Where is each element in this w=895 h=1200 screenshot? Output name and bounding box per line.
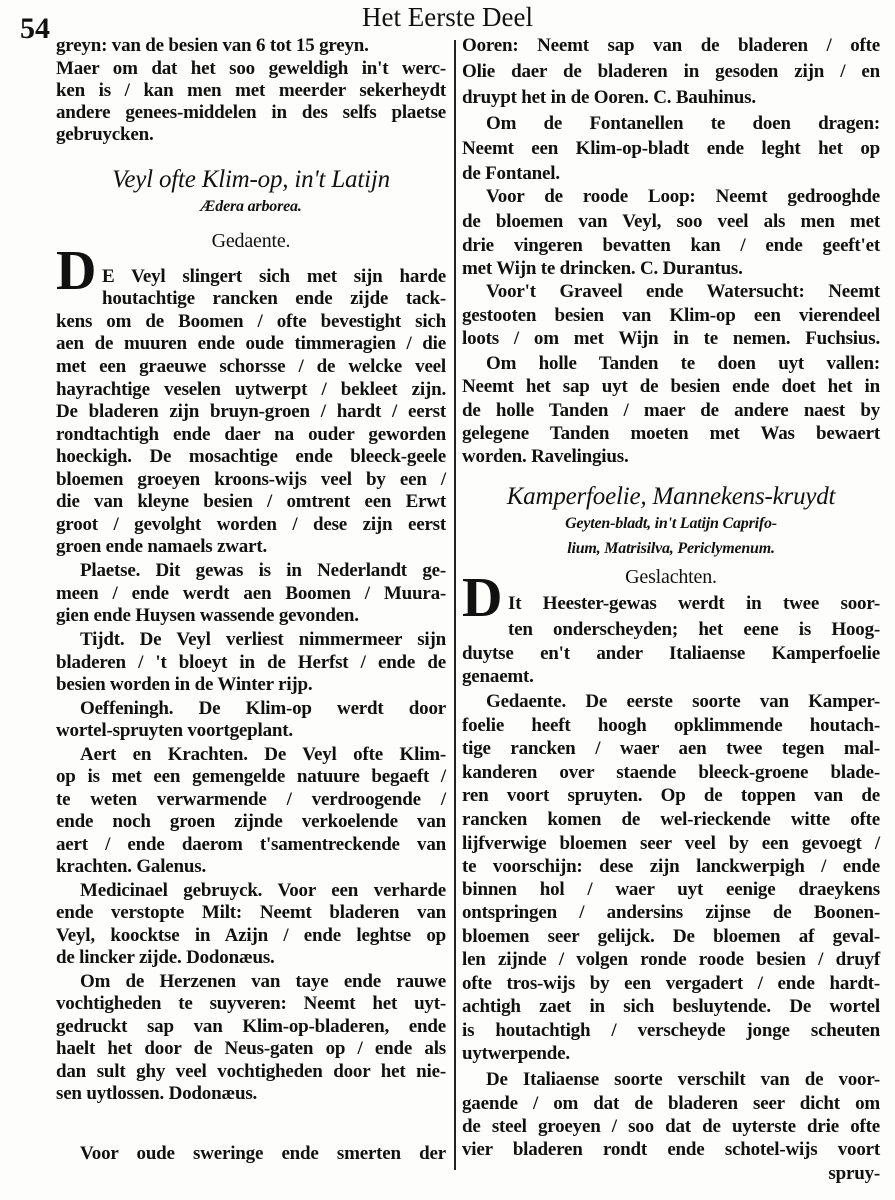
- text-line: ken is / kan men met meerder sekerheydt: [56, 80, 446, 101]
- text-line: Neemt het sap uyt de besien ende doet het in: [462, 376, 880, 397]
- paragraph-start-line: Gedaente. De eerste soorte van Kamper-: [486, 691, 880, 712]
- text-line: gaende / om dat de bladeren seer dicht om: [462, 1093, 880, 1114]
- text-line: ende verstopte Milt: Neemt bladeren van: [56, 902, 446, 923]
- text-line: gestooten besien van Klim-op een vierendeel: [462, 305, 880, 326]
- paragraph-start-line: Medicinael gebruyck. Voor een verharde: [80, 880, 446, 901]
- text-line: druypt het in de Ooren. C. Bauhinus.: [462, 87, 756, 108]
- text-line: Veyl, koocktse in Azijn / ende leghtse op: [56, 925, 446, 946]
- drop-cap: D: [462, 567, 503, 629]
- text-line: houtachtige rancken ende zijde tack-: [102, 288, 446, 309]
- paragraph-start-line: Voor oude sweringe ende smerten der: [80, 1143, 446, 1164]
- text-line: greyn: van de besien van 6 tot 15 greyn.: [56, 35, 369, 56]
- text-line: ren voort spruyten. Op de toppen van de: [462, 785, 880, 806]
- paragraph-start-line: Om holle Tanden te doen uyt vallen:: [486, 353, 880, 374]
- entry-subtitle: Ædera arborea.: [200, 198, 302, 215]
- text-line: Ooren: Neemt sap van de bladeren / ofte: [462, 35, 880, 56]
- text-line: de holle Tanden / maer de andere naest by: [462, 400, 880, 421]
- text-line: achtigh zaet in sich besluytende. De wortel: [462, 996, 880, 1017]
- text-line: met een graeuwe schorsse / de welcke veel: [56, 356, 446, 377]
- drop-cap: D: [56, 240, 97, 302]
- entry-subtitle: lium, Matrisilva, Periclymenum.: [567, 540, 775, 557]
- text-line: dan sult ghy veel vochtigheden door het nie-: [56, 1061, 446, 1082]
- text-line: tige rancken / waer aen twee tegen mal-: [462, 738, 880, 759]
- text-line: Maer om dat het soo geweldigh in't werc-: [56, 58, 446, 79]
- text-line: de Fontanel.: [462, 163, 560, 184]
- text-line: lijfverwige bloemen seer veel by een gevoegt /: [462, 833, 880, 854]
- text-line: de lincker zijde. Dodonæus.: [56, 947, 275, 968]
- text-line: gedruckt sap van Klim-op-bladeren, ende: [56, 1016, 446, 1037]
- text-line: krachten. Galenus.: [56, 856, 206, 877]
- text-line: ende noch groen zijnde verkoelende van: [56, 811, 446, 832]
- text-line: kens om de Boomen / ofte bevestight sich: [56, 311, 446, 332]
- text-line: op is met een gemengelde natuure begaeft /: [56, 766, 446, 787]
- section-heading: Geslachten.: [625, 566, 717, 588]
- text-line: binnen hol / waer uyt eenige draeykens: [462, 879, 880, 900]
- text-line: die van kleyne besien / omtrent een Erwt: [56, 491, 446, 512]
- catchword: spruy-: [828, 1163, 880, 1184]
- text-line: aert / ende daerom t'samentreckende van: [56, 834, 446, 855]
- text-line: ten onderscheyden; het eene is Hoog-: [508, 619, 880, 640]
- text-line: ontspringen / andersins zijnse de Boonen-: [462, 902, 880, 923]
- text-line: hayrachtige veselen uytwerpt / bekleet zijn.: [56, 379, 446, 400]
- text-line: wortel-spruyten voortgeplant.: [56, 720, 293, 741]
- text-line: E Veyl slingert sich met sijn harde: [102, 266, 446, 287]
- paragraph-start-line: Voor de roode Loop: Neemt gedrooghde: [486, 186, 880, 207]
- text-line: te weten verwarmende / verdroogende /: [56, 789, 446, 810]
- text-line: de steel groeyen / soo dat de uyterste drie ofte: [462, 1116, 880, 1137]
- text-line: worden. Ravelingius.: [462, 446, 629, 467]
- text-line: It Heester-gewas werdt in twee soor-: [508, 593, 880, 614]
- text-line: uytwerpende.: [462, 1043, 570, 1064]
- entry-title: Kamperfoelie, Mannekens-kruydt: [506, 483, 836, 510]
- text-line: sen uytlossen. Dodonæus.: [56, 1083, 258, 1104]
- entry-title: Veyl ofte Klim-op, in't Latijn: [112, 166, 390, 193]
- paragraph-start-line: Aert en Krachten. De Veyl ofte Klim-: [80, 744, 446, 765]
- text-line: gebruycken.: [56, 124, 154, 145]
- text-line: kanderen over staende bleeck-groene blade-: [462, 762, 880, 783]
- section-heading: Gedaente.: [211, 230, 291, 252]
- text-line: bloemen seer gelijck. De bloemen af geval-: [462, 926, 880, 947]
- text-line: de bloemen van Veyl, soo veel als men met: [462, 211, 880, 232]
- text-line: Neemt een Klim-op-bladt ende leght het op: [462, 138, 880, 159]
- paragraph-start-line: Om de Fontanellen te doen dragen:: [486, 113, 880, 134]
- entry-subtitle: Geyten-bladt, in't Latijn Caprifo-: [565, 515, 777, 532]
- text-line: genaemt.: [462, 666, 534, 687]
- text-line: andere genees-middelen in des selfs plaetse: [56, 102, 446, 123]
- paragraph-start-line: Tijdt. De Veyl verliest nimmermeer sijn: [80, 629, 446, 650]
- text-line: loots / om met Wijn in te nemen. Fuchsius.: [462, 328, 880, 349]
- text-line: gien ende Huysen wassende gevonden.: [56, 605, 359, 626]
- text-line: rancken komen de wel-rieckende witte ofte: [462, 809, 880, 830]
- paragraph-start-line: Om de Herzenen van taye ende rauwe: [80, 971, 446, 992]
- text-line: len zijnde / volgen ronde roode besien / druyf: [462, 949, 880, 970]
- text-line: aen de muuren ende oude timmeragien / die: [56, 333, 446, 354]
- page-number: 54: [20, 12, 50, 45]
- text-line: groot / gevolght worden / dese zijn eerst: [56, 514, 446, 535]
- text-line: Olie daer de bladeren in gesoden zijn / en: [462, 61, 880, 82]
- text-line: meen / ende werdt aen Boomen / Muura-: [56, 583, 446, 604]
- paragraph-start-line: Plaetse. Dit gewas is in Nederlandt ge-: [80, 560, 446, 581]
- text-line: ofte tros-wijs by een vergadert / ende hardt-: [462, 973, 880, 994]
- text-line: haelt het door de Neus-gaten op / ende als: [56, 1038, 446, 1059]
- column-divider: [454, 40, 456, 1170]
- text-line: besien worden in de Winter rijp.: [56, 674, 313, 695]
- text-line: De bladeren zijn bruyn-groen / hardt / eerst: [56, 401, 446, 422]
- text-line: bloemen groeyen kroons-wijs veel by een /: [56, 469, 446, 490]
- text-line: duytse en't ander Italiaense Kamperfoelie: [462, 643, 880, 664]
- text-line: hoeckigh. De mosachtige ende bleeck-geele: [56, 446, 446, 467]
- text-line: groen ende namaels zwart.: [56, 536, 268, 557]
- text-line: te voorschijn: dese zijn lanckwerpigh / ende: [462, 856, 880, 877]
- text-line: vier bladeren rondt ende schotel-wijs voort: [462, 1139, 880, 1160]
- running-head: Het Eerste Deel: [362, 2, 533, 32]
- paragraph-start-line: De Italiaense soorte verschilt van de voor-: [486, 1069, 880, 1090]
- text-line: vochtigheden te suyveren: Neemt het uyt-: [56, 993, 446, 1014]
- text-line: drie vingeren bevatten kan / ende geeft'et: [462, 235, 880, 256]
- text-line: bladeren / 't bloeyt in de Herfst / ende de: [56, 652, 446, 673]
- paragraph-start-line: Oeffeningh. De Klim-op werdt door: [80, 698, 446, 719]
- text-line: foelie heeft hoogh opklimmende houtach-: [462, 715, 880, 736]
- text-line: gelegene Tanden moeten met Was bewaert: [462, 423, 880, 444]
- text-line: met Wijn te drincken. C. Durantus.: [462, 258, 743, 279]
- paragraph-start-line: Voor't Graveel ende Watersucht: Neemt: [486, 281, 880, 302]
- text-line: rondtachtigh ende daer na ouder geworden: [56, 424, 446, 445]
- text-line: is houtachtigh / verscheyde jonge scheuten: [462, 1020, 880, 1041]
